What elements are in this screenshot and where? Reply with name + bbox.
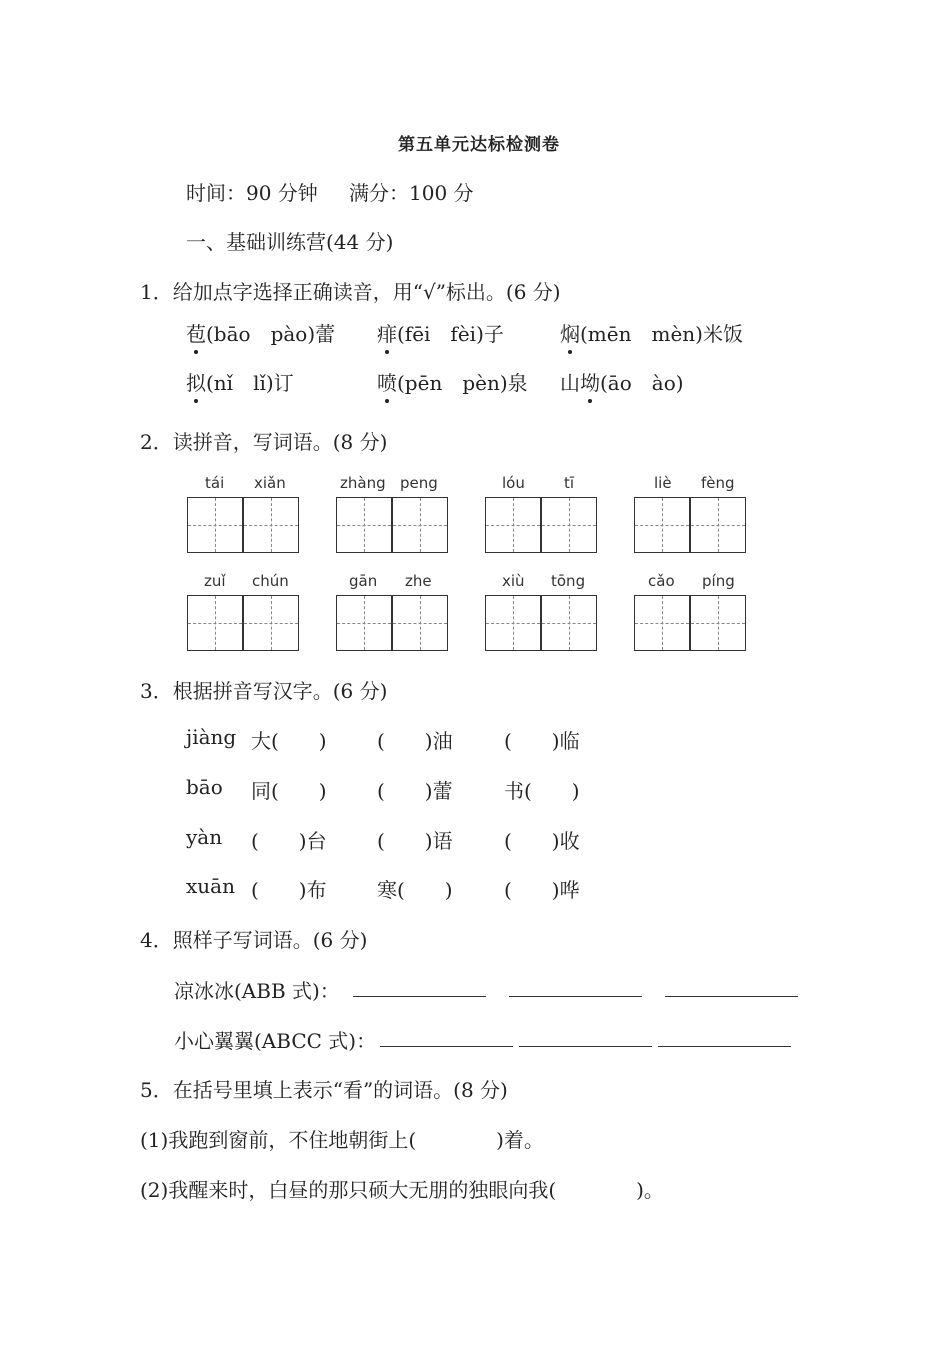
q3-blank[interactable]: ( )哗: [504, 878, 580, 902]
writing-box[interactable]: [187, 497, 243, 553]
writing-box[interactable]: [485, 595, 541, 651]
q3-blank[interactable]: 同( ): [251, 779, 327, 803]
q3-pinyin: xuān: [186, 874, 235, 898]
q3-blank[interactable]: ( )台: [251, 829, 327, 853]
question-2-prompt: 2．读拼音，写词语。(8 分): [140, 430, 388, 454]
q1-item: 苞(bāo pào)蕾: [186, 318, 335, 347]
dotted-char: 痱: [377, 318, 397, 347]
pinyin-label: zuǐ: [204, 572, 226, 590]
pinyin-label: lóu: [502, 474, 525, 492]
q3-blank[interactable]: ( )油: [377, 729, 453, 753]
writing-box[interactable]: [634, 497, 690, 553]
q1-item: 焖(mēn mèn)米饭: [560, 318, 743, 347]
q3-pinyin: yàn: [186, 825, 223, 849]
pinyin-label: chún: [252, 572, 289, 590]
answer-line[interactable]: [509, 976, 642, 997]
pinyin-label: tī: [564, 474, 575, 492]
answer-line[interactable]: [658, 1026, 791, 1047]
question-5-prompt: 5．在括号里填上表示“看”的词语。(8 分): [140, 1078, 508, 1102]
dotted-char: 焖: [560, 318, 580, 347]
q1-item: 喷(pēn pèn)泉: [377, 367, 528, 396]
dotted-char: 苞: [186, 318, 206, 347]
writing-box[interactable]: [634, 595, 690, 651]
q1-item: 拟(nǐ lǐ)订: [186, 367, 294, 396]
writing-box[interactable]: [392, 497, 448, 553]
question-4-prompt: 4．照样子写词语。(6 分): [140, 928, 368, 952]
writing-box[interactable]: [336, 595, 392, 651]
q3-blank[interactable]: ( )语: [377, 829, 453, 853]
answer-line[interactable]: [665, 976, 798, 997]
writing-box[interactable]: [336, 497, 392, 553]
answer-line[interactable]: [519, 1026, 652, 1047]
pinyin-label: liè: [654, 474, 672, 492]
q3-blank[interactable]: ( )收: [504, 829, 580, 853]
writing-box[interactable]: [243, 497, 299, 553]
q3-pinyin: jiàng: [186, 725, 237, 749]
writing-box[interactable]: [187, 595, 243, 651]
q5-sentence-1: (1)我跑到窗前，不住地朝街上( )着。: [140, 1128, 544, 1152]
dotted-char: 拟: [186, 367, 206, 396]
writing-box[interactable]: [243, 595, 299, 651]
pinyin-label: gān: [349, 572, 378, 590]
q3-pinyin: bāo: [186, 775, 223, 799]
q3-blank[interactable]: 寒( ): [377, 878, 453, 902]
q3-blank[interactable]: ( )布: [251, 878, 327, 902]
pinyin-label: xiù: [502, 572, 525, 590]
question-1-prompt: 1．给加点字选择正确读音，用“√”标出。(6 分): [140, 280, 561, 304]
writing-box[interactable]: [485, 497, 541, 553]
section-heading: 一、基础训练营(44 分): [186, 230, 394, 254]
time-limit: 时间：90 分钟: [186, 181, 318, 205]
pinyin-label: zhe: [405, 572, 432, 590]
answer-line[interactable]: [380, 1026, 513, 1047]
dotted-char: 坳: [580, 367, 600, 396]
page-title: 第五单元达标检测卷: [398, 135, 560, 155]
writing-box[interactable]: [690, 595, 746, 651]
q3-blank[interactable]: 书( ): [504, 779, 580, 803]
pinyin-label: zhàng: [340, 474, 386, 492]
pinyin-label: tái: [205, 474, 225, 492]
writing-box[interactable]: [690, 497, 746, 553]
pinyin-label: tōng: [551, 572, 586, 590]
writing-box[interactable]: [392, 595, 448, 651]
writing-box[interactable]: [541, 497, 597, 553]
q3-blank[interactable]: ( )蕾: [377, 779, 453, 803]
pinyin-label: xiǎn: [254, 474, 286, 492]
writing-box[interactable]: [541, 595, 597, 651]
abb-label: 凉冰冰(ABB 式)：: [174, 979, 340, 1003]
q1-item: 痱(fēi fèi)子: [377, 318, 504, 347]
abcc-label: 小心翼翼(ABCC 式)：: [174, 1029, 377, 1053]
dotted-char: 喷: [377, 367, 397, 396]
q3-blank[interactable]: 大( ): [251, 729, 327, 753]
question-3-prompt: 3．根据拼音写汉字。(6 分): [140, 679, 388, 703]
q5-sentence-2: (2)我醒来时，白昼的那只硕大无朋的独眼向我( )。: [140, 1178, 664, 1202]
pinyin-label: peng: [400, 474, 438, 492]
answer-line[interactable]: [353, 976, 486, 997]
total-score: 满分：100 分: [349, 181, 474, 205]
q3-blank[interactable]: ( )临: [504, 729, 580, 753]
pinyin-label: fèng: [701, 474, 735, 492]
q1-item: 山坳(āo ào): [560, 367, 684, 396]
pinyin-label: píng: [702, 572, 735, 590]
pinyin-label: cǎo: [648, 572, 675, 590]
